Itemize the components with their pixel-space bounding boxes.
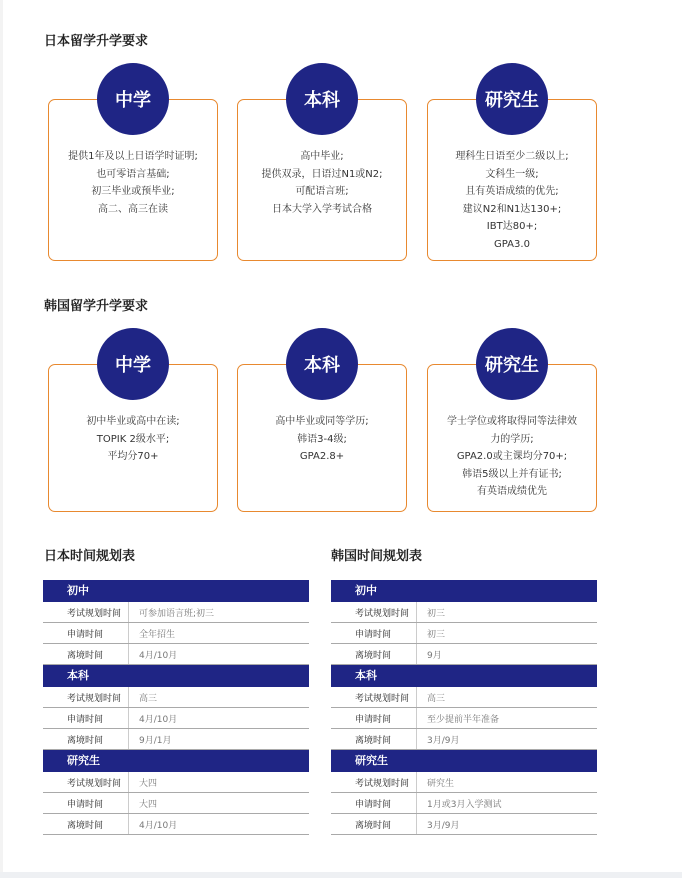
- japan-badge-middle-school: 中学: [97, 63, 169, 135]
- row-label: 考试规划时间: [43, 772, 129, 792]
- row-value: 9月/1月: [139, 735, 172, 746]
- group-header: 初中: [331, 580, 597, 602]
- row-label: 离境时间: [331, 644, 417, 664]
- korea-timeline-table: [331, 580, 597, 835]
- korea-timeline-title: 韩国时间规划表: [331, 549, 423, 564]
- table-row: [331, 602, 597, 623]
- row-label: 申请时间: [331, 623, 417, 643]
- korea-badge-middle-school: 中学: [97, 328, 169, 400]
- table-row: [43, 729, 309, 750]
- row-label: 申请时间: [331, 793, 417, 813]
- table-row: [331, 814, 597, 835]
- row-label: 申请时间: [43, 708, 129, 728]
- card-text: 初中毕业或高中在读; TOPIK 2级水平; 平均分70+: [86, 416, 180, 462]
- row-value: 至少提前半年准备: [427, 714, 500, 725]
- row-value: 初三: [427, 608, 446, 619]
- row-label: 离境时间: [331, 814, 417, 834]
- japan-badge-graduate: 研究生: [476, 63, 548, 135]
- table-row: [43, 814, 309, 835]
- card-text: 理科生日语至少二级以上; 文科生一级; 且有英语成绩的优先; 建议N2和N1达130+; IBT达80+; GPA3.0: [455, 151, 569, 250]
- table-row: [331, 729, 597, 750]
- table-row: [331, 687, 597, 708]
- row-label: 申请时间: [43, 793, 129, 813]
- table-row: [43, 708, 309, 729]
- row-value: 1月或3月入学测试: [427, 799, 502, 810]
- bottom-strip: [0, 872, 682, 878]
- table-row: [331, 708, 597, 729]
- row-value: 高三: [139, 693, 158, 704]
- table-row: [43, 772, 309, 793]
- japan-timeline-table: [43, 580, 309, 835]
- card-text: 学士学位或将取得同等法律效 力的学历; GPA2.0或主课均分70+; 韩语5级以上并有证书; 有英语成绩优先: [447, 416, 577, 497]
- row-label: 考试规划时间: [331, 602, 417, 622]
- korea-badge-graduate: 研究生: [476, 328, 548, 400]
- group-header: 本科: [331, 665, 597, 687]
- table-row: [331, 793, 597, 814]
- table-row: [43, 793, 309, 814]
- japan-timeline-title: 日本时间规划表: [44, 549, 136, 564]
- row-value: 大四: [139, 778, 158, 789]
- row-value: 大四: [139, 799, 158, 810]
- card-text: 高中毕业或同等学历; 韩语3-4级; GPA2.8+: [275, 416, 369, 462]
- japan-badge-undergrad: 本科: [286, 63, 358, 135]
- row-value: 高三: [427, 693, 446, 704]
- group-header: 研究生: [43, 750, 309, 772]
- row-value: 3月/9月: [427, 820, 460, 831]
- table-row: [331, 623, 597, 644]
- card-text: 高中毕业; 提供双录，日语过N1或N2; 可配语言班; 日本大学入学考试合格: [261, 151, 383, 215]
- row-label: 考试规划时间: [43, 602, 129, 622]
- korea-requirements-title: 韩国留学升学要求: [44, 299, 149, 314]
- row-label: 考试规划时间: [43, 687, 129, 707]
- page-edge: [0, 0, 3, 878]
- row-label: 申请时间: [43, 623, 129, 643]
- row-label: 离境时间: [331, 729, 417, 749]
- card-text: 提供1年及以上日语学时证明; 也可零语言基础; 初三毕业或预毕业; 高二、高三在读: [68, 151, 198, 215]
- row-label: 申请时间: [331, 708, 417, 728]
- row-value: 初三: [427, 629, 446, 640]
- group-header: 初中: [43, 580, 309, 602]
- row-value: 4月/10月: [139, 820, 178, 831]
- table-row: [43, 644, 309, 665]
- table-row: [331, 772, 597, 793]
- table-row: [331, 644, 597, 665]
- row-label: 考试规划时间: [331, 772, 417, 792]
- korea-badge-undergrad: 本科: [286, 328, 358, 400]
- row-value: 可参加语言班;初三: [139, 608, 215, 619]
- row-label: 离境时间: [43, 644, 129, 664]
- row-value: 4月/10月: [139, 650, 178, 661]
- row-label: 离境时间: [43, 729, 129, 749]
- table-row: [43, 623, 309, 644]
- group-header: 本科: [43, 665, 309, 687]
- row-label: 考试规划时间: [331, 687, 417, 707]
- group-header: 研究生: [331, 750, 597, 772]
- row-label: 离境时间: [43, 814, 129, 834]
- table-row: [43, 687, 309, 708]
- row-value: 全年招生: [139, 629, 176, 640]
- row-value: 3月/9月: [427, 735, 460, 746]
- row-value: 研究生: [427, 778, 455, 789]
- row-value: 9月: [427, 650, 442, 661]
- table-row: [43, 602, 309, 623]
- japan-requirements-title: 日本留学升学要求: [44, 34, 149, 49]
- row-value: 4月/10月: [139, 714, 178, 725]
